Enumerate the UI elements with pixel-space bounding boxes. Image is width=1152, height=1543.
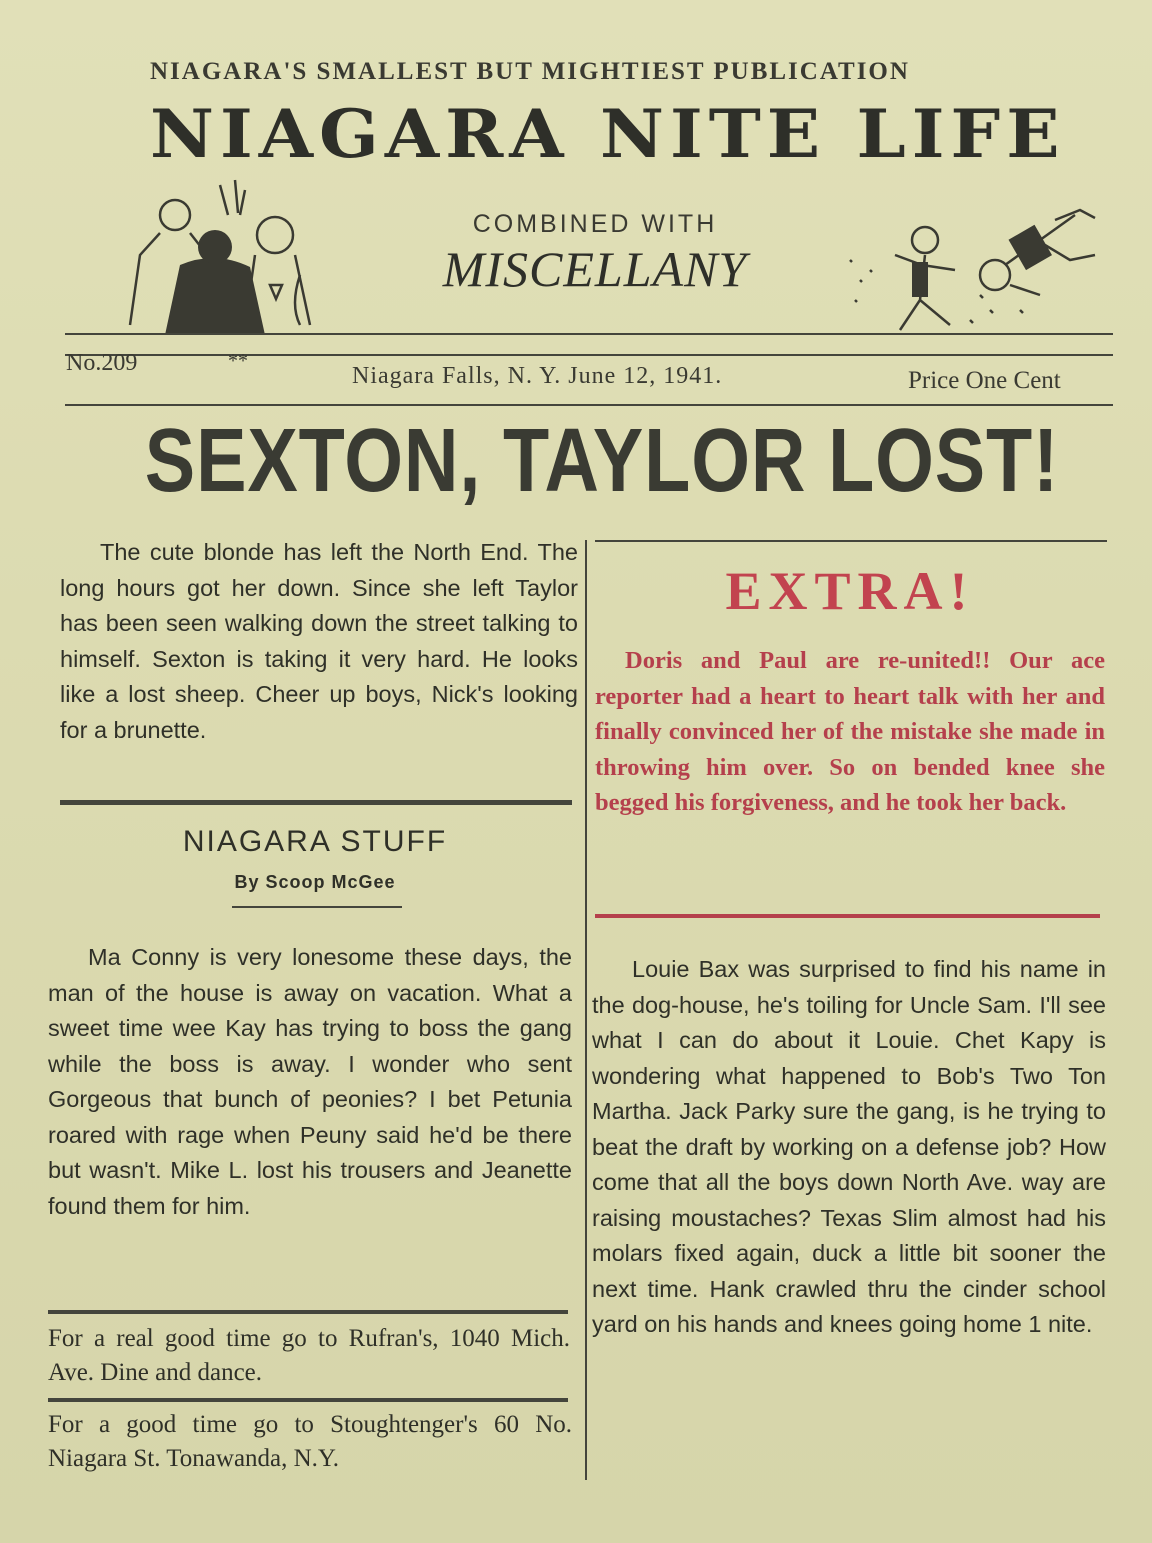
column-title: NIAGARA STUFF bbox=[182, 825, 448, 858]
tagline: NIAGARA'S SMALLEST BUT MIGHTIEST PUBLICATION bbox=[150, 58, 910, 85]
miscellany-title: MISCELLANY bbox=[442, 241, 748, 297]
asterisks: ** bbox=[228, 350, 248, 372]
price: Price One Cent bbox=[908, 367, 1061, 394]
extra-body bbox=[595, 643, 1105, 821]
column-body bbox=[48, 940, 572, 1224]
dateline-rule-top bbox=[65, 333, 1113, 335]
dateline: Niagara Falls, N. Y. June 12, 1941. bbox=[352, 363, 723, 389]
dateline-rule-bottom bbox=[65, 404, 1113, 406]
extra-text: Doris and Paul are re-united!! Our ace reporter had a heart to heart talk with her and finally convinced her of the mistake she made in throwing him over. So on bended knee she begged his forgiveness, and he took her back. bbox=[595, 647, 1105, 816]
masthead-title: NIAGARA NITE LIFE bbox=[150, 94, 1066, 173]
byline-rule bbox=[232, 906, 402, 908]
ad-stoughtenger: For a good time go to Stoughtenger's 60 No. Niagara St. Tonawanda, N.Y. bbox=[48, 1411, 572, 1472]
section-rule bbox=[60, 800, 572, 805]
lead-story bbox=[60, 535, 578, 748]
column-text: Ma Conny is very lonesome these days, the man of the house is away on vacation. What a sweet time wee Kay has trying to boss the gang while the boss is away. I wonder who sent Gorgeous that bunch of peonies? I bet Petunia roared with rage when Peuny said he'd be there but wasn't. Mike L. lost his trousers and Jeanette found them for him. bbox=[48, 944, 572, 1219]
extra-rule-bottom bbox=[595, 914, 1100, 918]
issue-number: No.209 bbox=[66, 350, 138, 376]
column-divider bbox=[585, 540, 587, 1480]
combined-with-label: COMBINED WITH bbox=[472, 210, 718, 238]
gossip-story bbox=[592, 952, 1106, 1343]
ad-rule-1 bbox=[48, 1310, 568, 1314]
party-illustration bbox=[120, 175, 320, 335]
kick-illustration bbox=[840, 200, 1110, 340]
headline: SEXTON, TAYLOR LOST! bbox=[144, 411, 1060, 511]
lead-story-text: The cute blonde has left the North End. The long hours got her down. Since she left Taylor has been seen walking down the street talking to himself. Sexton is taking it very hard. He looks like a lost sheep. Cheer up boys, Nick's looking for a brunette. bbox=[60, 539, 578, 743]
dateline-rule-upper bbox=[65, 354, 1113, 356]
ad-rule-2 bbox=[48, 1398, 568, 1402]
byline: By Scoop McGee bbox=[234, 872, 396, 892]
extra-heading: EXTRA! bbox=[725, 561, 975, 621]
gossip-text: Louie Bax was surprised to find his name in the dog-house, he's toiling for Uncle Sam. I'll see what I can do about it Louie. Chet Kapy is wondering what happened to Bob's Two Ton Martha. Jack Parky sure the gang, is he trying to beat the draft by working on a defense job? How come that all the boys down North Ave. way are raising moustaches? Texas Slim almost had his molars fixed again, duck a little bit sooner the next time. Hank crawled thru the cinder school yard on his hands and knees going home 1 nite. bbox=[592, 956, 1106, 1337]
ad-rufrans: For a real good time go to Rufran's, 1040 Mich. Ave. Dine and dance. bbox=[48, 1325, 570, 1386]
extra-rule-top bbox=[595, 540, 1107, 542]
